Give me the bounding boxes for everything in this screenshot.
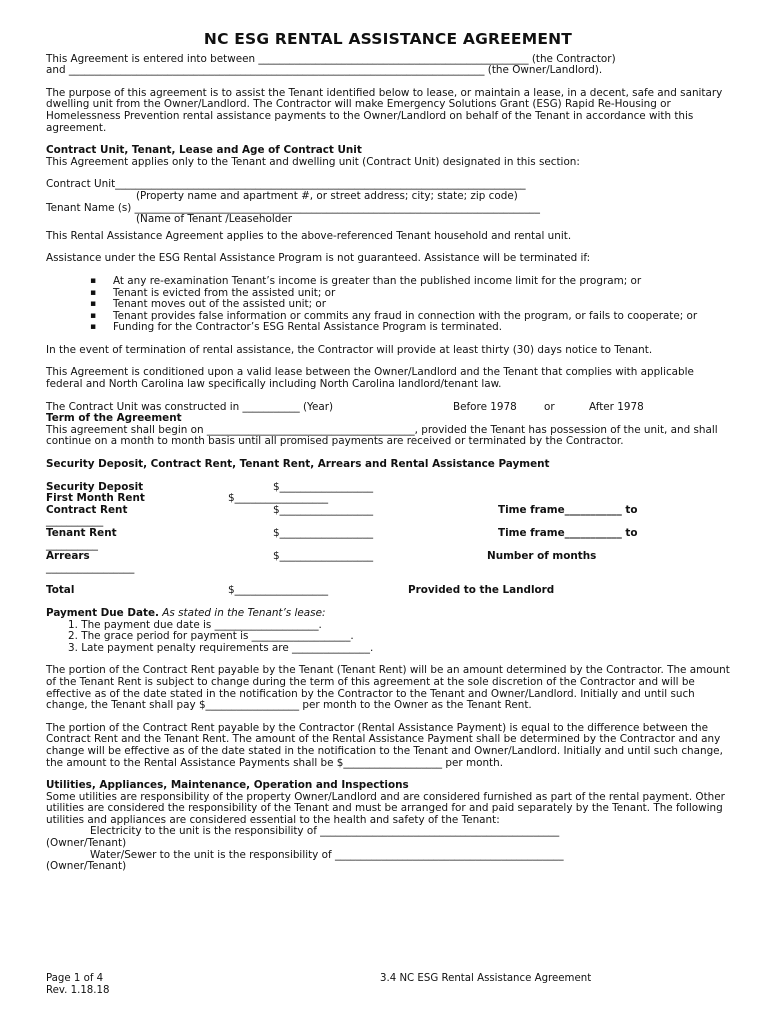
page-number: Page 1 of 4 xyxy=(46,973,104,984)
time-frame-2: Time frame___________ to xyxy=(498,527,638,539)
term-heading: Term of the Agreement xyxy=(46,412,182,425)
number-of-months-label: Number of months xyxy=(487,550,597,563)
first-month-label: First Month Rent xyxy=(46,492,145,505)
blank-line: ___________ xyxy=(46,515,104,528)
construction-text: The Contract Unit was constructed in ___________ (Year) xyxy=(46,400,334,413)
contract-unit-heading: Contract Unit, Tenant, Lease and Age of Contract Unit xyxy=(46,144,362,157)
utilities-heading: Utilities, Appliances, Maintenance, Operation and Inspections xyxy=(46,779,409,792)
security-deposit-label: Security Deposit xyxy=(46,480,144,493)
list-item: ▪ At any re-examination Tenant’s income is greater than the published income limit for the program; or xyxy=(46,276,730,288)
owner-tenant-1: (Owner/Tenant) xyxy=(46,837,127,850)
tenant-rent-row xyxy=(46,528,730,540)
applies-text: This Rental Assistance Agreement applies to the above-referenced Tenant household and rental unit. xyxy=(46,229,572,242)
purpose-paragraph: The purpose of this agreement is to assist the Tenant identified below to lease, or maintain a lease, in a decent, safe and sanitary dwelling unit from the Owner/Landlord. The Contractor will make Emergency Solutions Grant (ESG) Rapid Re-Housing or Homelessness Prevention rental assistance payments to the Owner/Landlord on behalf of the Tenant in accordance with this agreement. xyxy=(46,86,723,134)
due-date-heading-line xyxy=(46,608,730,620)
document-page xyxy=(46,30,730,873)
payment-section-heading: Security Deposit, Contract Rent, Tenant Rent, Arrears and Rental Assistance Payment xyxy=(46,458,550,471)
blank-line: _________________ xyxy=(46,561,135,574)
list-item: 1. The payment due date is ____________________. xyxy=(68,618,322,631)
list-item: ▪ Tenant moves out of the assisted unit; or xyxy=(46,299,730,311)
tenant-name-hint: (Name of Tenant /Leaseholder xyxy=(136,213,292,226)
termination-intro: Assistance under the ESG Rental Assistance Program is not guaranteed. Assistance will be terminated if: xyxy=(46,252,591,265)
water-sewer-line: Water/Sewer to the unit is the responsibility of ____________________________________________ xyxy=(90,848,564,861)
tenant-rent-label: Tenant Rent xyxy=(46,527,117,539)
page-title: NC ESG RENTAL ASSISTANCE AGREEMENT xyxy=(203,30,573,48)
revision: Rev. 1.18.18 xyxy=(46,984,110,996)
arrears-row xyxy=(46,551,730,563)
tenant-portion-paragraph: The portion of the Contract Rent payable by the Tenant (Tenant Rent) will be an amount determined by the Contractor. The amount of the Tenant Rent is subject to change during the term of this agreement at the sole discretion of the Contractor and will be effective as of the date stated in the notification by the Contractor to the Tenant and Owner/Landlord. Initially and until such change, the Tenant shall pay $__________________ per month to the Owner as the Tenant Rent. xyxy=(46,664,730,712)
intro-line-1: This Agreement is entered into between ____________________________________________________ (the Contractor) xyxy=(46,52,616,65)
blank-line: __________ xyxy=(46,538,98,551)
security-deposit-row xyxy=(46,482,730,494)
before-1978-option: Before 1978 xyxy=(453,400,517,413)
termination-list xyxy=(46,276,730,334)
arrears-label: Arrears xyxy=(46,550,90,563)
tenant-name-field: Tenant Name (s) ______________________________________________________________________________ xyxy=(46,201,540,214)
due-date-heading: Payment Due Date. xyxy=(46,606,159,619)
contract-rent-row xyxy=(46,505,730,517)
or-text: or xyxy=(544,400,555,413)
contract-unit-text: This Agreement applies only to the Tenant and dwelling unit (Contract Unit) designated in this section: xyxy=(46,155,580,168)
list-item: 2. The grace period for payment is ___________________. xyxy=(68,630,354,643)
total-label: Total xyxy=(46,584,75,597)
term-paragraph: This agreement shall begin on ________________________________________, provided the Tenant has possession of the unit, and shall continue on a month to month basis until all promised payments are received or terminated by the Contractor. xyxy=(46,423,718,448)
arrears-blank: $__________________ xyxy=(273,550,374,563)
total-blank: $__________________ xyxy=(228,584,329,597)
contract-rent-label: Contract Rent xyxy=(46,503,128,516)
provided-to-landlord: Provided to the Landlord xyxy=(408,584,555,597)
construction-row xyxy=(46,402,730,414)
utilities-paragraph: Some utilities are responsibility of the property Owner/Landlord and are considered furnished as part of the rental payment. Other utilities are considered the responsibility of the Tenant and must be arranged for and paid separately by the Tenant. The following utilities and appliances are considered essential to the health and safety of the Tenant: xyxy=(46,790,725,826)
total-row xyxy=(46,585,730,597)
page-footer xyxy=(46,973,730,996)
notice-paragraph: In the event of termination of rental assistance, the Contractor will provide at least thirty (30) days notice to Tenant. xyxy=(46,343,653,356)
after-1978-option: After 1978 xyxy=(589,400,644,413)
due-date-list xyxy=(46,620,730,655)
tenant-rent-continuation xyxy=(46,540,730,552)
security-deposit-blank: $__________________ xyxy=(273,480,374,493)
electricity-line: Electricity to the unit is the responsibility of ______________________________________________ xyxy=(90,825,560,838)
arrears-continuation xyxy=(46,563,730,575)
first-month-blank: $__________________ xyxy=(228,492,329,505)
due-date-sub: As stated in the Tenant’s lease: xyxy=(162,606,326,619)
list-item: 3. Late payment penalty requirements are _______________. xyxy=(68,641,374,654)
contractor-portion-paragraph: The portion of the Contract Rent payable by the Contractor (Rental Assistance Payment) is equal to the difference between the Contract Rent and the Tenant Rent. The amount of the Rental Assistance Payment shall be determined by the Contractor and any change will be effective as of the date stated in the notification to the Tenant and Owner/Landlord. Initially and until such change, the amount to the Rental Assistance Payments shall be $___________________ per month. xyxy=(46,721,723,769)
tenant-rent-blank: $__________________ xyxy=(273,527,374,539)
document-name: 3.4 NC ESG Rental Assistance Agreement xyxy=(380,973,592,984)
list-item: ▪ Funding for the Contractor’s ESG Rental Assistance Program is terminated. xyxy=(46,322,730,334)
time-frame-1: Time frame___________ to xyxy=(498,503,638,516)
contract-rent-blank: $__________________ xyxy=(273,503,374,516)
contract-unit-field: Contract Unit_______________________________________________________________________________ xyxy=(46,178,526,191)
list-item: ▪ Tenant is evicted from the assisted unit; or xyxy=(46,288,730,300)
intro-line-2: and ________________________________________________________________________________ (the Owner/Landlord). xyxy=(46,64,603,77)
contract-unit-hint: (Property name and apartment #, or street address; city; state; zip code) xyxy=(136,189,518,202)
owner-tenant-2: (Owner/Tenant) xyxy=(46,860,127,873)
condition-paragraph: This Agreement is conditioned upon a valid lease between the Owner/Landlord and the Tenant that complies with applicable federal and North Carolina law specifically including North Carolina landlord/tenant law. xyxy=(46,366,694,391)
list-item: ▪ Tenant provides false information or commits any fraud in connection with the program, or fails to cooperate; or xyxy=(46,311,730,323)
